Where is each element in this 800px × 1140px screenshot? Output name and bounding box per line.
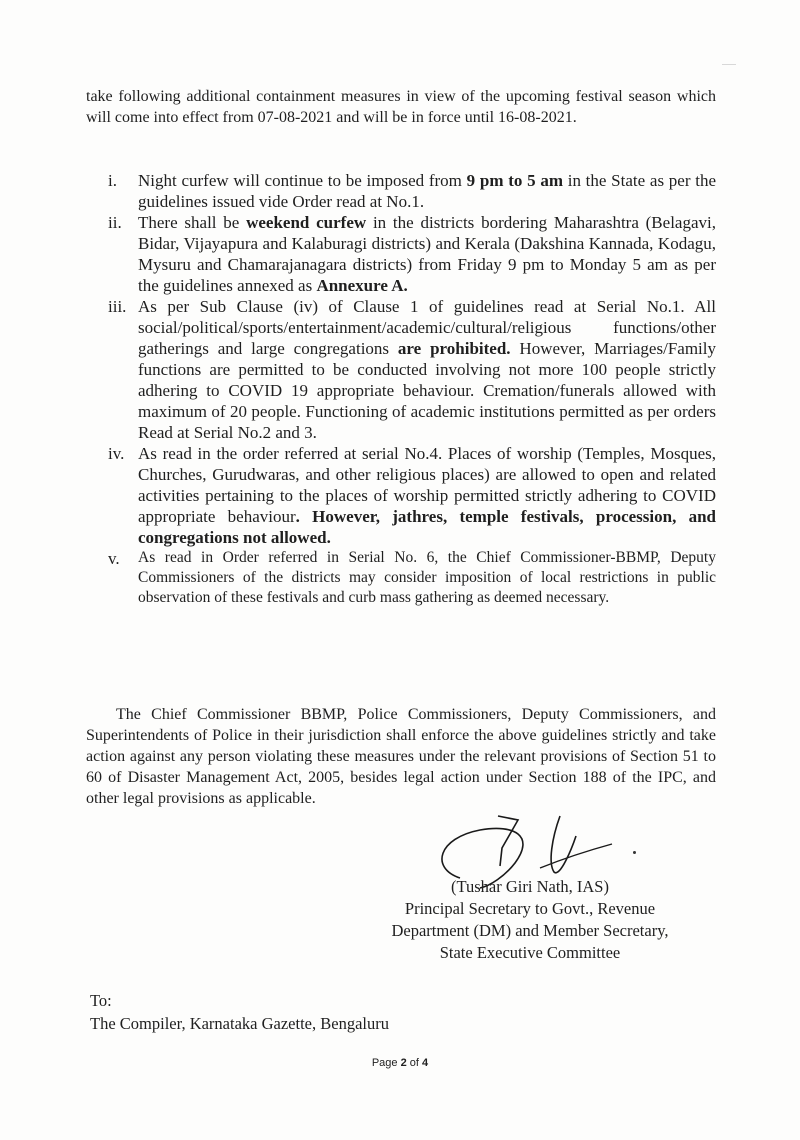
intro-paragraph: take following additional containment measures in view of the upcoming festival season which will come into effect from 07-08-2021 and will be in force until 16-08-2021. [86, 88, 716, 126]
measure-number [86, 443, 138, 548]
current-page: 2 [400, 1057, 407, 1069]
emphasized-text: weekend curfew [246, 213, 367, 232]
measure-text [138, 170, 716, 212]
measure-text-run: As read in Order referred in Serial No. 6, the Chief Commissioner-BBMP, Deputy Commissioners of the districts may consider imposition of local restrictions in public observation of these festivals and curb mass gathering as deemed necessary. [138, 549, 716, 606]
measure-number [86, 296, 138, 443]
signatory-title-line3: State Executive Committee [439, 943, 621, 962]
measure-item [86, 443, 716, 548]
to-label: To: [90, 991, 112, 1010]
measure-item [86, 212, 716, 296]
measure-text-run: However, Marriages/Family functions are permitted to be conducted involving not more 100 people strictly adhering to COVID 19 appropriate behaviour. Cremation/funerals allowed with maximum of 20 people. Functioning of academic institutions permitted as per orders Read at Serial No.2 and 3. [138, 339, 716, 442]
measure-text-run: in the State as per the guidelines issued vide Order read at No.1. [138, 171, 716, 211]
signatory-block [330, 876, 730, 964]
measure-text [138, 296, 716, 443]
of-word: of [409, 1057, 419, 1069]
total-pages: 4 [422, 1057, 429, 1069]
page-word: Page [371, 1057, 398, 1069]
measure-number-label: ii. [108, 213, 122, 232]
ink-dot [633, 851, 636, 854]
measure-item [86, 296, 716, 443]
measure-number-label: v. [108, 549, 120, 568]
measure-number [86, 170, 138, 212]
measure-item [86, 548, 716, 608]
emphasized-text: Annexure A. [316, 276, 408, 295]
recipient-name: The Compiler, Karnataka Gazette, Bengaluru [90, 1014, 389, 1033]
recipient-block [90, 989, 389, 1035]
emphasized-text: are prohibited. [397, 339, 511, 358]
measure-text-run: in the districts bordering Maharashtra (Belagavi, Bidar, Vijayapura and Kalaburagi districts) and Kerala (Dakshina Kannada, Kodagu, Mysuru and Chamarajanagara districts) from Friday 9 pm to Monday 5 am as per the guidelines annexed as [138, 213, 716, 295]
measure-number-label: i. [108, 171, 117, 190]
measure-number-label: iii. [108, 297, 127, 316]
measure-number [86, 548, 138, 608]
measure-item [86, 170, 716, 212]
measure-number-label: iv. [108, 444, 125, 463]
measures-list [86, 170, 716, 608]
enforcement-paragraph: The Chief Commissioner BBMP, Police Commissioners, Deputy Commissioners, and Superintendents of Police in their jurisdiction shall enforce the above guidelines strictly and take action against any person violating these measures under the relevant provisions of Section 51 to 60 of Disaster Management Act, 2005, besides legal action under Section 188 of the IPC, and other legal provisions as applicable. [86, 706, 716, 807]
measure-text [138, 212, 716, 296]
measure-text-run: There shall be [138, 213, 247, 232]
page-number [0, 1057, 800, 1069]
measure-number [86, 212, 138, 296]
signatory-name: (Tushar Giri Nath, IAS) [451, 877, 609, 896]
signatory-title-line2: Department (DM) and Member Secretary, [391, 921, 669, 940]
signatory-title-line1: Principal Secretary to Govt., Revenue [404, 899, 656, 918]
measure-text-run: As read in the order referred at serial No.4. Places of worship (Temples, Mosques, Churches, Gurudwaras, and other religious places) are allowed to open and related activities pertaining to the places of worship permitted strictly adhering to COVID appropriate behaviour [138, 444, 716, 526]
measure-text [138, 548, 716, 608]
measure-text-run: As per Sub Clause (iv) of Clause 1 of guidelines read at Serial No.1. All social/political/sports/entertainment/academic/cultural/religious functions/other gatherings and large congregations [138, 297, 716, 358]
measure-text-run: Night curfew will continue to be imposed from [138, 171, 467, 190]
scan-artifact [722, 64, 736, 65]
emphasized-text: 9 pm to 5 am [466, 171, 563, 190]
emphasized-text: . However, jathres, temple festivals, procession, and congregations not allowed. [138, 507, 716, 547]
measure-text [138, 443, 716, 548]
